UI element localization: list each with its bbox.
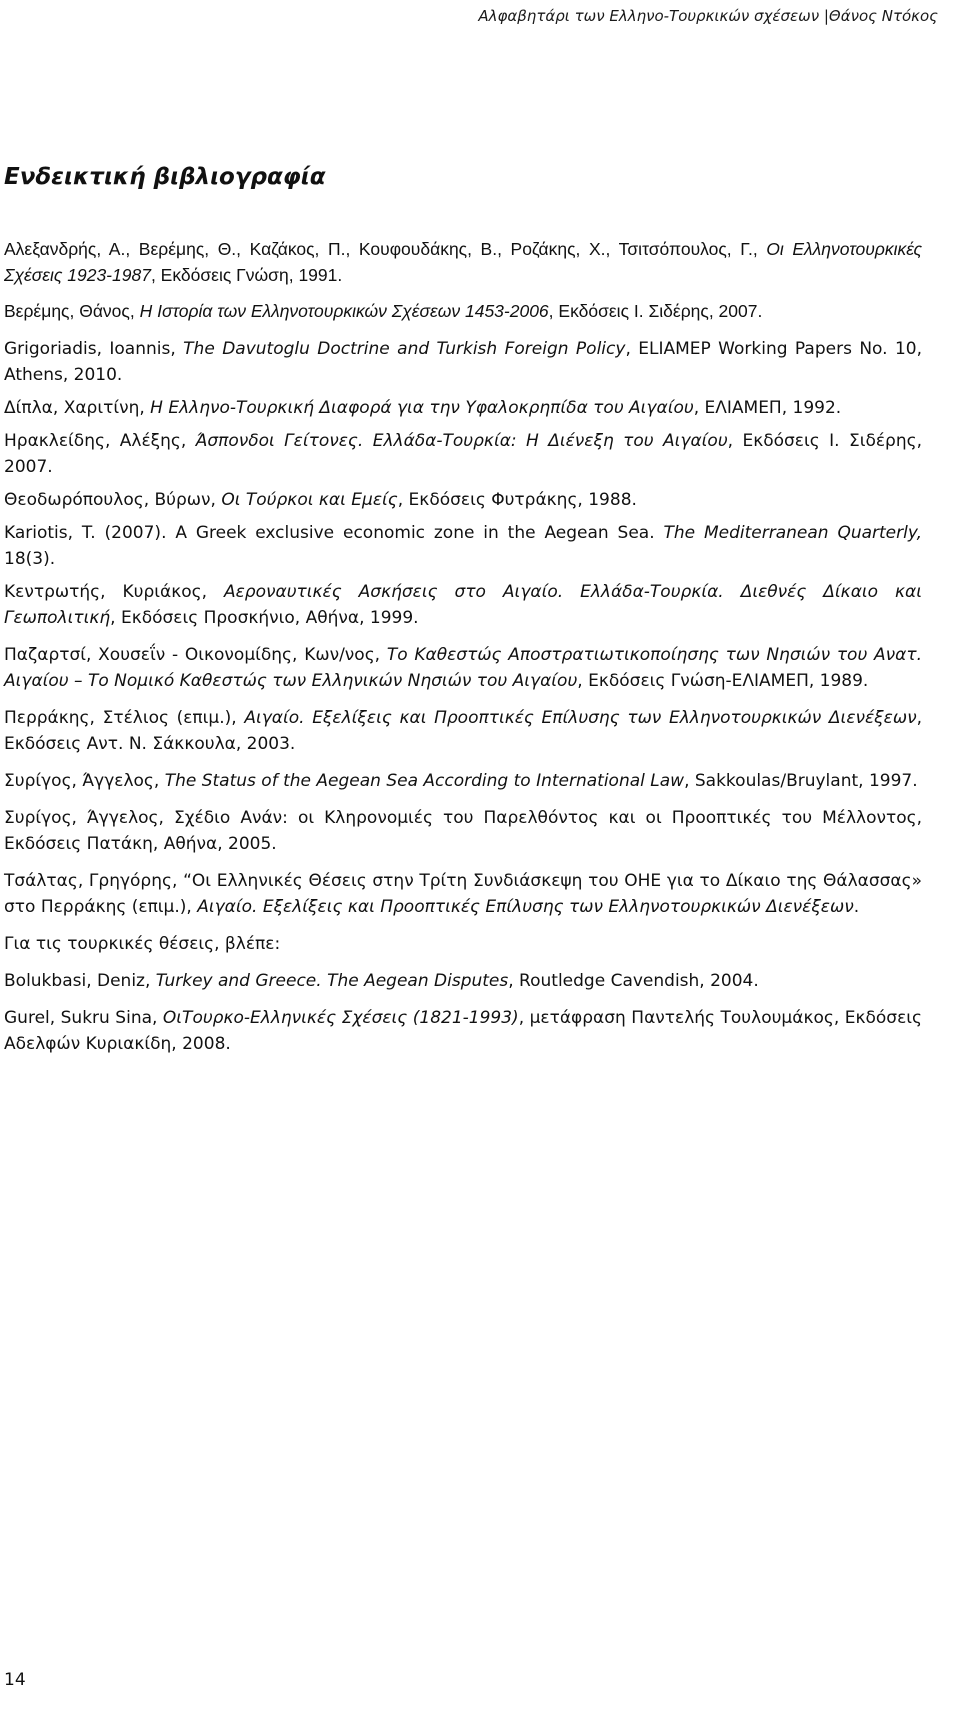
reference-item: Συρίγος, Άγγελος, Σχέδιο Ανάν: οι Κληρονομιές του Παρελθόντος και οι Προοπτικές του Μέλλοντος, Εκδόσεις Πατάκη, Αθήνα, 2005.	[4, 808, 922, 854]
reference-item: Παζαρτσί, Χουσεΐν - Οικονομίδης, Κων/νος, Το Καθεστώς Αποστρατιωτικοποίησης των Νησιών του Ανατ. Αιγαίου – Το Νομικό Καθεστώς των Ελληνικών Νησιών του Αιγαίου, Εκδόσεις Γνώση-ΕΛΙΑΜΕΠ, 1989.	[4, 645, 923, 691]
section-title: Ενδεικτική βιβλιογραφία	[4, 164, 326, 190]
reference-item: Περράκης, Στέλιος (επιμ.), Αιγαίο. Εξελίξεις και Προοπτικές Επίλυσης των Ελληνοτουρκικών Διενέξεων, Εκδόσεις Αντ. Ν. Σάκκουλα, 2003.	[4, 708, 922, 754]
reference-item: Ηρακλείδης, Αλέξης, Άσπονδοι Γείτονες. Ελλάδα-Τουρκία: Η Διένεξη του Αιγαίου, Εκδόσεις Ι. Σιδέρης, 2007.	[4, 431, 922, 477]
reference-item: Συρίγος, Άγγελος, The Status of the Aegean Sea According to International Law, Sakkoulas/Bruylant, 1997.	[4, 771, 918, 791]
reference-item: Θεοδωρόπουλος, Βύρων, Οι Τούρκοι και Εμείς, Εκδόσεις Φυτράκης, 1988.	[4, 490, 637, 510]
reference-item: Bolukbasi, Deniz, Turkey and Greece. The Aegean Disputes, Routledge Cavendish, 2004.	[4, 971, 759, 991]
reference-item: Βερέμης, Θάνος, Η Ιστορία των Ελληνοτουρκικών Σχέσεων 1453-2006, Εκδόσεις Ι. Σιδέρης, 2007.	[4, 301, 763, 321]
running-header: Αλφαβητάρι των Ελληνο-Τουρκικών σχέσεων |Θάνος Ντόκος	[478, 7, 938, 25]
reference-item: Αλεξανδρής, Α., Βερέμης, Θ., Καζάκος, Π., Κουφουδάκης, Β., Ροζάκης, Χ., Τσιτσόπουλος, Γ., Οι Ελληνοτουρκικές Σχέσεις 1923-1987, Εκδόσεις Γνώση, 1991.	[4, 239, 922, 285]
bibliography-list	[4, 236, 922, 1064]
reference-item: Τσάλτας, Γρηγόρης, “Οι Ελληνικές Θέσεις στην Τρίτη Συνδιάσκεψη του ΟΗΕ για το Δίκαιο της Θάλασσας» στο Περράκης (επιμ.), Αιγαίο. Εξελίξεις και Προοπτικές Επίλυσης των Ελληνοτουρκικών Διενέξεων.	[4, 871, 922, 917]
reference-note: Για τις τουρκικές θέσεις, βλέπε:	[4, 934, 281, 954]
reference-item: Kariotis, T. (2007). A Greek exclusive economic zone in the Aegean Sea. The Mediterranean Quarterly, 18(3).	[4, 523, 922, 569]
reference-item: Δίπλα, Χαριτίνη, Η Ελληνο-Τουρκική Διαφορά για την Υφαλοκρηπίδα του Αιγαίου, ΕΛΙΑΜΕΠ, 1992.	[4, 398, 842, 418]
reference-item: Grigoriadis, Ioannis, The Davutoglu Doctrine and Turkish Foreign Policy, ELIAMEP Working Papers No. 10, Athens, 2010.	[4, 339, 922, 385]
reference-item: Gurel, Sukru Sina, ΟιΤουρκο-Ελληνικές Σχέσεις (1821-1993), μετάφραση Παντελής Τουλουμάκος, Εκδόσεις Αδελφών Κυριακίδη, 2008.	[4, 1008, 923, 1054]
reference-item: Κεντρωτής, Κυριάκος, Αεροναυτικές Ασκήσεις στο Αιγαίο. Ελλάδα-Τουρκία. Διεθνές Δίκαιο και Γεωπολιτική, Εκδόσεις Προσκήνιο, Αθήνα, 1999.	[4, 582, 923, 628]
page-number: 14	[4, 1670, 26, 1690]
